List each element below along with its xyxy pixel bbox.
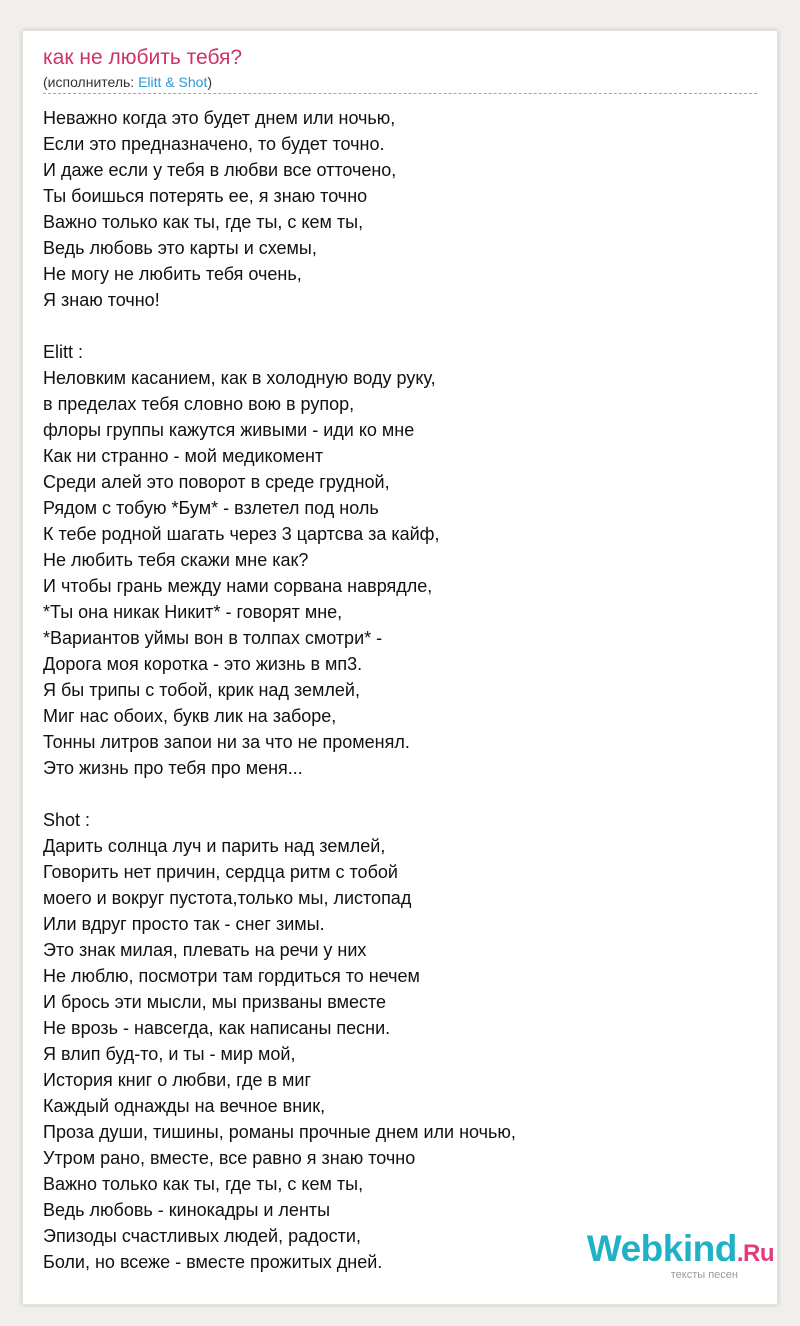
lyric-line: И даже если у тебя в любви все отточено, (43, 160, 397, 180)
lyric-line: Важно только как ты, где ты, с кем ты, (43, 1174, 364, 1194)
logo-name: Webkind (586, 1228, 737, 1269)
title-divider (43, 93, 757, 94)
lyric-line: И чтобы грань между нами сорвана наврядле, (43, 576, 433, 596)
lyric-line: Говорить нет причин, сердца ритм с тобой (43, 862, 398, 882)
lyric-line: История книг о любви, где в миг (43, 1070, 312, 1090)
stanza-break (43, 781, 757, 807)
lyrics-card (22, 30, 778, 1305)
lyric-line: Это жизнь про тебя про меня... (43, 758, 303, 778)
lyric-line: *Вариантов уймы вон в толпах смотри* - (43, 628, 383, 648)
lyric-line: Как ни странно - мой медикомент (43, 446, 324, 466)
lyric-line: Не любить тебя скажи мне как? (43, 550, 309, 570)
lyric-line: Или вдруг просто так - снег зимы. (43, 914, 325, 934)
stanza-break (43, 313, 757, 339)
lyric-line: Рядом с тобую *Бум* - взлетел под ноль (43, 498, 379, 518)
webkind-logo[interactable] (587, 1229, 774, 1281)
lyric-line: Это знак милая, плевать на речи у них (43, 940, 367, 960)
lyric-line: Я влип буд-то, и ты - мир мой, (43, 1044, 296, 1064)
artist-link[interactable]: Elitt & Shot (138, 74, 208, 90)
lyric-line: Проза души, тишины, романы прочные днем или ночью, (43, 1122, 516, 1142)
lyric-line: Боли, но всеже - вместе прожитых дней. (43, 1252, 383, 1272)
lyric-line: Эпизоды счастливых людей, радости, (43, 1226, 361, 1246)
lyric-line: моего и вокруг пустота,только мы, листопад (43, 888, 412, 908)
logo-wordmark (587, 1229, 774, 1274)
lyric-line: флоры группы кажутся живыми - иди ко мне (43, 420, 415, 440)
lyric-line: Неловким касанием, как в холодную воду руку, (43, 368, 436, 388)
lyric-line: Тонны литров запои ни за что не променял. (43, 732, 410, 752)
lyric-line: Ведь любовь это карты и схемы, (43, 238, 317, 258)
lyric-line: Не могу не любить тебя очень, (43, 264, 302, 284)
artist-suffix: ) (207, 74, 213, 90)
lyric-line: Неважно когда это будет днем или ночью, (43, 108, 396, 128)
artist-prefix: (исполнитель: (43, 74, 139, 90)
lyric-line: Важно только как ты, где ты, с кем ты, (43, 212, 364, 232)
song-title: как не любить тебя? (43, 46, 243, 69)
lyric-line: Не люблю, посмотри там гордиться то нечем (43, 966, 420, 986)
lyric-line: Я бы трипы с тобой, крик над землей, (43, 680, 360, 700)
lyric-line: Ведь любовь - кинокадры и ленты (43, 1200, 331, 1220)
lyric-line: К тебе родной шагать через 3 цартсва за кайф, (43, 524, 440, 544)
lyric-line: Дарить солнца луч и парить над землей, (43, 836, 386, 856)
lyric-line: Shot : (43, 810, 91, 830)
lyric-line: Если это предназначено, то будет точно. (43, 134, 385, 154)
lyric-line: Среди алей это поворот в среде грудной, (43, 472, 390, 492)
lyric-line: Не врозь - навсегда, как написаны песни. (43, 1018, 391, 1038)
lyric-line: в пределах тебя словно вою в рупор, (43, 394, 355, 414)
logo-tld: .Ru (736, 1240, 774, 1267)
lyric-line: Каждый однажды на вечное вник, (43, 1096, 326, 1116)
lyric-line: Утром рано, вместе, все равно я знаю точно (43, 1148, 416, 1168)
lyrics-text (43, 105, 757, 1275)
lyric-line: Ты боишься потерять ее, я знаю точно (43, 186, 368, 206)
artist-line (43, 73, 212, 91)
lyric-line: Elitt : (43, 342, 84, 362)
lyric-line: Я знаю точно! (43, 290, 160, 310)
logo-tagline: тексты песен (670, 1269, 738, 1281)
lyric-line: Дорога моя коротка - это жизнь в мп3. (43, 654, 363, 674)
lyric-line: *Ты она никак Никит* - говорят мне, (43, 602, 343, 622)
lyric-line: И брось эти мысли, мы призваны вместе (43, 992, 387, 1012)
lyric-line: Миг нас обоих, букв лик на заборе, (43, 706, 337, 726)
